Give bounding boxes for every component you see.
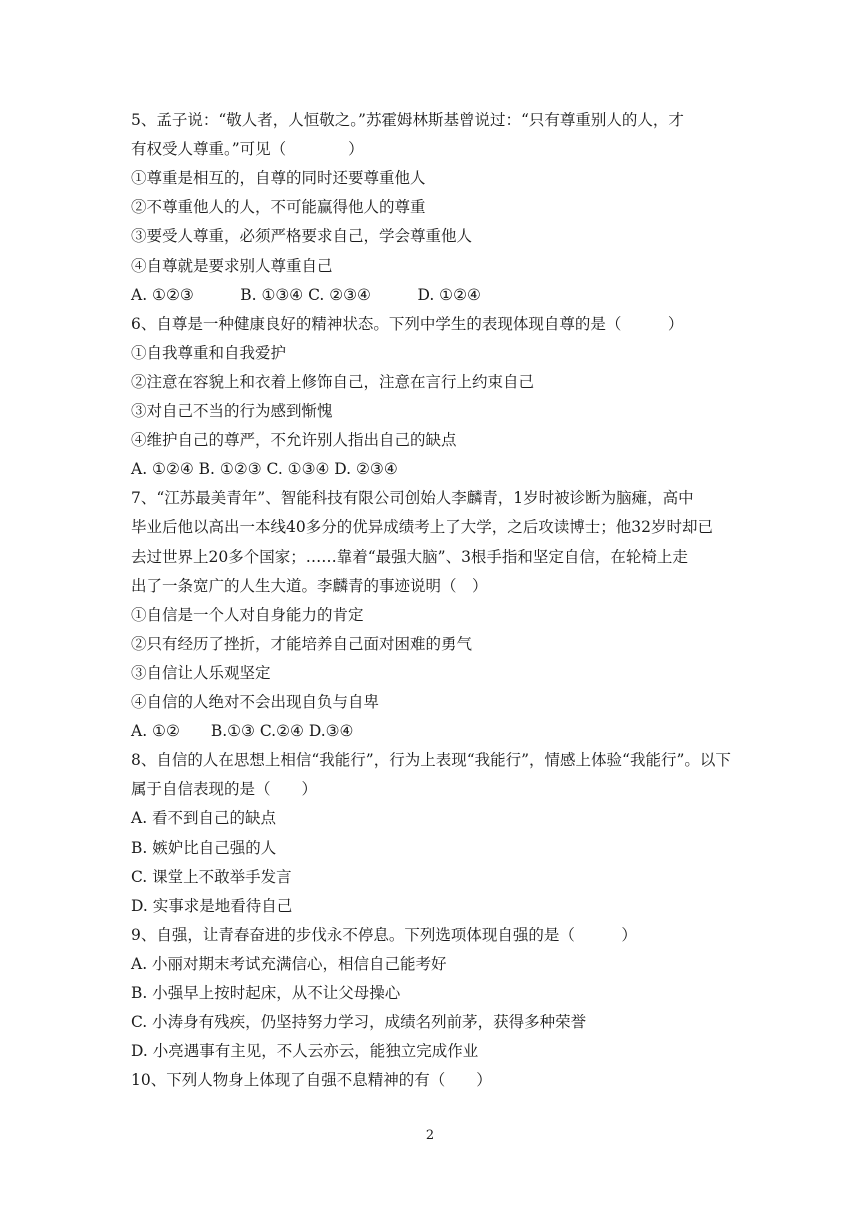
text-line: 9、自强，让青春奋进的步伐永不停息。下列选项体现自强的是（ ） <box>131 925 637 944</box>
text-line: A. ①② B.①③ C.②④ D.③④ <box>131 722 354 741</box>
text-line: 去过世界上20多个国家；……靠着“最强大脑”、3根手指和坚定自信，在轮椅上走 <box>131 547 688 566</box>
text-line: B. 小强早上按时起床，从不让父母操心 <box>131 984 401 1002</box>
text-line: 7、“江苏最美青年”、智能科技有限公司创始人李麟青，1岁时被诊断为脑瘫，高中 <box>131 489 694 508</box>
text-line: 8、自信的人在思想上相信“我能行”，行为上表现“我能行”，情感上体验“我能行”。以下 <box>131 751 731 770</box>
text-line: B. 嫉妒比自己强的人 <box>131 838 277 857</box>
text-line: ③自信让人乐观坚定 <box>131 663 271 682</box>
text-line: ①自我尊重和自我爱护 <box>131 343 287 362</box>
text-line: ②只有经历了挫折，才能培养自己面对困难的勇气 <box>131 634 473 653</box>
text-line: D. 实事求是地看待自己 <box>131 896 293 915</box>
text-line: ①尊重是相互的，自尊的同时还要尊重他人 <box>131 169 426 188</box>
text-line: C. 课堂上不敢举手发言 <box>131 867 292 886</box>
text-line: A. 看不到自己的缺点 <box>131 809 277 828</box>
text-line: ④自尊就是要求别人尊重自己 <box>131 256 333 275</box>
text-line: D. 小亮遇事有主见，不人云亦云，能独立完成作业 <box>131 1042 479 1061</box>
text-line: ②不尊重他人的人，不可能赢得他人的尊重 <box>131 198 426 217</box>
text-line: ①自信是一个人对自身能力的肯定 <box>131 605 364 624</box>
text-line: ③要受人尊重，必须严格要求自己，学会尊重他人 <box>131 227 473 246</box>
text-line: C. 小涛身有残疾，仍坚持努力学习，成绩名列前茅，获得多种荣誉 <box>131 1013 587 1032</box>
text-line: 6、自尊是一种健康良好的精神状态。下列中学生的表现体现自尊的是（ ） <box>131 314 684 333</box>
text-line: A. 小丽对期末考试充满信心，相信自己能考好 <box>131 954 447 973</box>
text-line: ④维护自己的尊严，不允许别人指出自己的缺点 <box>131 431 457 450</box>
text-line: A. ①②④ B. ①②③ C. ①③④ D. ②③④ <box>131 460 398 479</box>
text-line: ③对自己不当的行为感到惭愧 <box>131 402 333 420</box>
text-line: ④自信的人绝对不会出现自负与自卑 <box>131 693 380 711</box>
text-line: 10、下列人物身上体现了自强不息精神的有（ ） <box>131 1071 492 1090</box>
text-line: 属于自信表现的是（ ） <box>131 780 318 799</box>
text-line: A. ①②③ B. ①③④ C. ②③④ D. ①②④ <box>131 285 481 304</box>
text-line: 有权受人尊重。”可见（ ） <box>131 140 364 159</box>
text-line: ②注意在容貌上和衣着上修饰自己，注意在言行上约束自己 <box>131 372 535 391</box>
text-line: 5、孟子说：“敬人者，人恒敬之。”苏霍姆林斯基曾说过：“只有尊重别人的人，才 <box>131 111 684 129</box>
text-line: 毕业后他以高出一本线40多分的优异成绩考上了大学，之后攻读博士；他32岁时却已 <box>131 518 713 537</box>
page-number: 2 <box>425 1128 435 1143</box>
text-line: 出了一条宽广的人生大道。李麟青的事迹说明（ ） <box>131 576 488 595</box>
